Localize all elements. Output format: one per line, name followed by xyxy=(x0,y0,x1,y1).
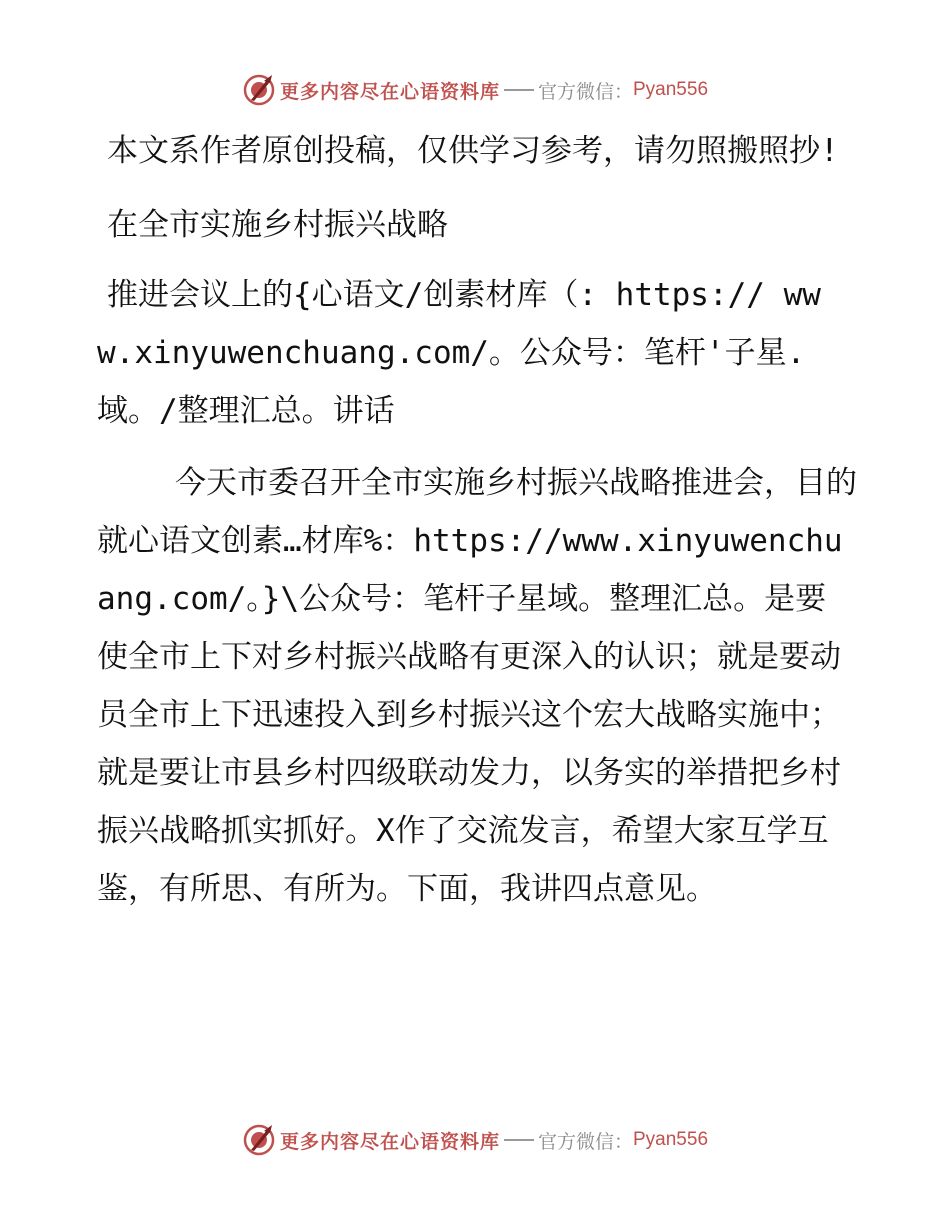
footer-separator xyxy=(504,1139,534,1141)
copyright-notice: 本文系作者原创投稿，仅供学习参考，请勿照搬照抄! xyxy=(107,133,839,169)
footer-banner xyxy=(0,1120,950,1160)
footer-wechat-id: Pyan556 xyxy=(633,1129,709,1150)
document-subtitle: 推进会议上的{心语文/创素材库（: https:// www.xinyuwenchuang.com/。公众号：笔杆'子星. 域。/整理汇总。讲话 xyxy=(97,277,821,429)
header-banner xyxy=(0,70,950,110)
document-body xyxy=(97,122,857,918)
document-title: 在全市实施乡村振兴战略 xyxy=(107,207,448,243)
header-separator xyxy=(504,89,534,91)
quill-seal-icon xyxy=(242,1123,276,1157)
quill-seal-icon xyxy=(242,73,276,107)
footer-wechat-label: 官方微信： xyxy=(537,1130,633,1153)
header-wechat-id: Pyan556 xyxy=(633,79,709,100)
header-slogan: 更多内容尽在心语资料库 xyxy=(279,80,500,103)
body-paragraph: 今天市委召开全市实施乡村振兴战略推进会，目的就心语文创素…材库%：https://www.xinyuwenchuang.com/。}\公众号：笔杆子星域。整理汇总。是要使全市上下对乡村振兴战略有更深入的认识；就是要动员全市上下迅速投入到乡村振兴这个宏大战略实施中；就是要让市县乡村四级联动发力，以务实的举措把乡村振兴战略抓实抓好。X作了交流发言，希望大家互学互鉴，有所思、有所为。下面，我讲四点意见。 xyxy=(97,465,857,907)
header-wechat-label: 官方微信： xyxy=(537,80,633,103)
footer-slogan: 更多内容尽在心语资料库 xyxy=(279,1130,500,1153)
